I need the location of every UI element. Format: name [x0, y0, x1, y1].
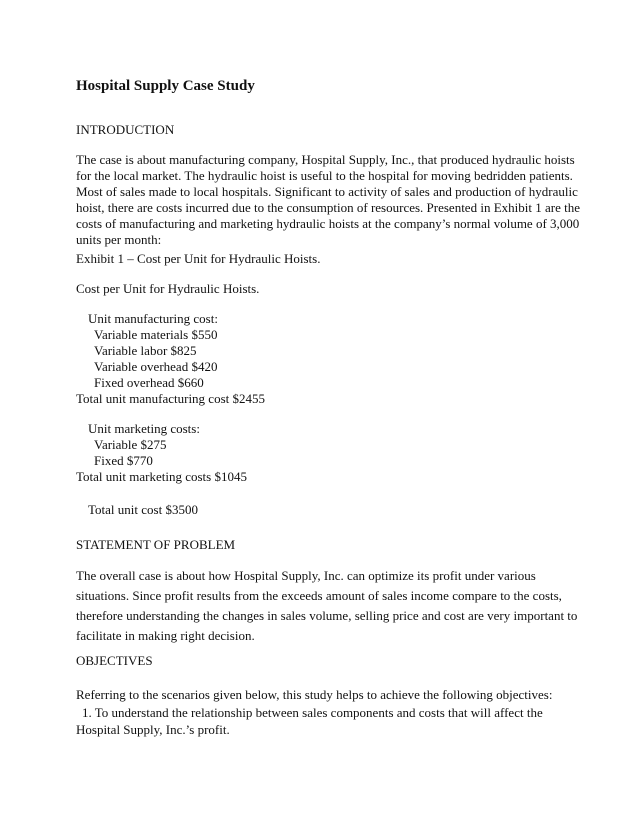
marketing-item: Fixed $770: [94, 453, 153, 468]
introduction-line: The case is about manufacturing company, Hospital Supply, Inc., that produced hydraulic hoists: [76, 152, 575, 167]
exhibit-caption: Exhibit 1 – Cost per Unit for Hydraulic Hoists.: [76, 251, 321, 266]
marketing-item: Variable $275: [94, 437, 167, 452]
manufacturing-header: Unit manufacturing cost:: [88, 311, 218, 326]
manufacturing-total: Total unit manufacturing cost $2455: [76, 391, 265, 406]
introduction-line: hoist, there are costs incurred due to the consumption of resources. Presented in Exhibit 1 are the: [76, 200, 580, 215]
objectives-line: Hospital Supply, Inc.’s profit.: [76, 722, 230, 737]
document-title: Hospital Supply Case Study: [76, 78, 255, 94]
manufacturing-item: Variable materials $550: [94, 327, 218, 342]
manufacturing-item: Variable overhead $420: [94, 359, 218, 374]
marketing-total: Total unit marketing costs $1045: [76, 469, 247, 484]
introduction-line: units per month:: [76, 232, 162, 247]
objective-item: 1. To understand the relationship between sales components and costs that will affect the: [82, 705, 543, 720]
problem-heading: STATEMENT OF PROBLEM: [76, 537, 236, 552]
objectives-heading: OBJECTIVES: [76, 653, 153, 668]
exhibit-subtitle: Cost per Unit for Hydraulic Hoists.: [76, 281, 260, 296]
introduction-line: Most of sales made to local hospitals. Significant to activity of sales and production of hydraulic: [76, 184, 578, 199]
manufacturing-item: Variable labor $825: [94, 343, 197, 358]
manufacturing-item: Fixed overhead $660: [94, 375, 204, 390]
introduction-line: costs of manufacturing and marketing hydraulic hoists at the company’s normal volume of 3,000: [76, 216, 580, 231]
problem-line: facilitate in making right decision.: [76, 628, 255, 643]
introduction-heading: INTRODUCTION: [76, 122, 175, 137]
introduction-line: for the local market. The hydraulic hoist is useful to the hospital for moving bedridden patients.: [76, 168, 573, 183]
problem-line: situations. Since profit results from the exceeds amount of sales income compare to the costs,: [76, 588, 562, 603]
marketing-header: Unit marketing costs:: [88, 421, 200, 436]
objectives-line: Referring to the scenarios given below, this study helps to achieve the following objectives:: [76, 687, 553, 702]
problem-line: The overall case is about how Hospital Supply, Inc. can optimize its profit under various: [76, 568, 536, 583]
total-unit-cost: Total unit cost $3500: [88, 502, 198, 517]
problem-line: therefore understanding the changes in sales volume, selling price and cost are very important to: [76, 608, 578, 623]
